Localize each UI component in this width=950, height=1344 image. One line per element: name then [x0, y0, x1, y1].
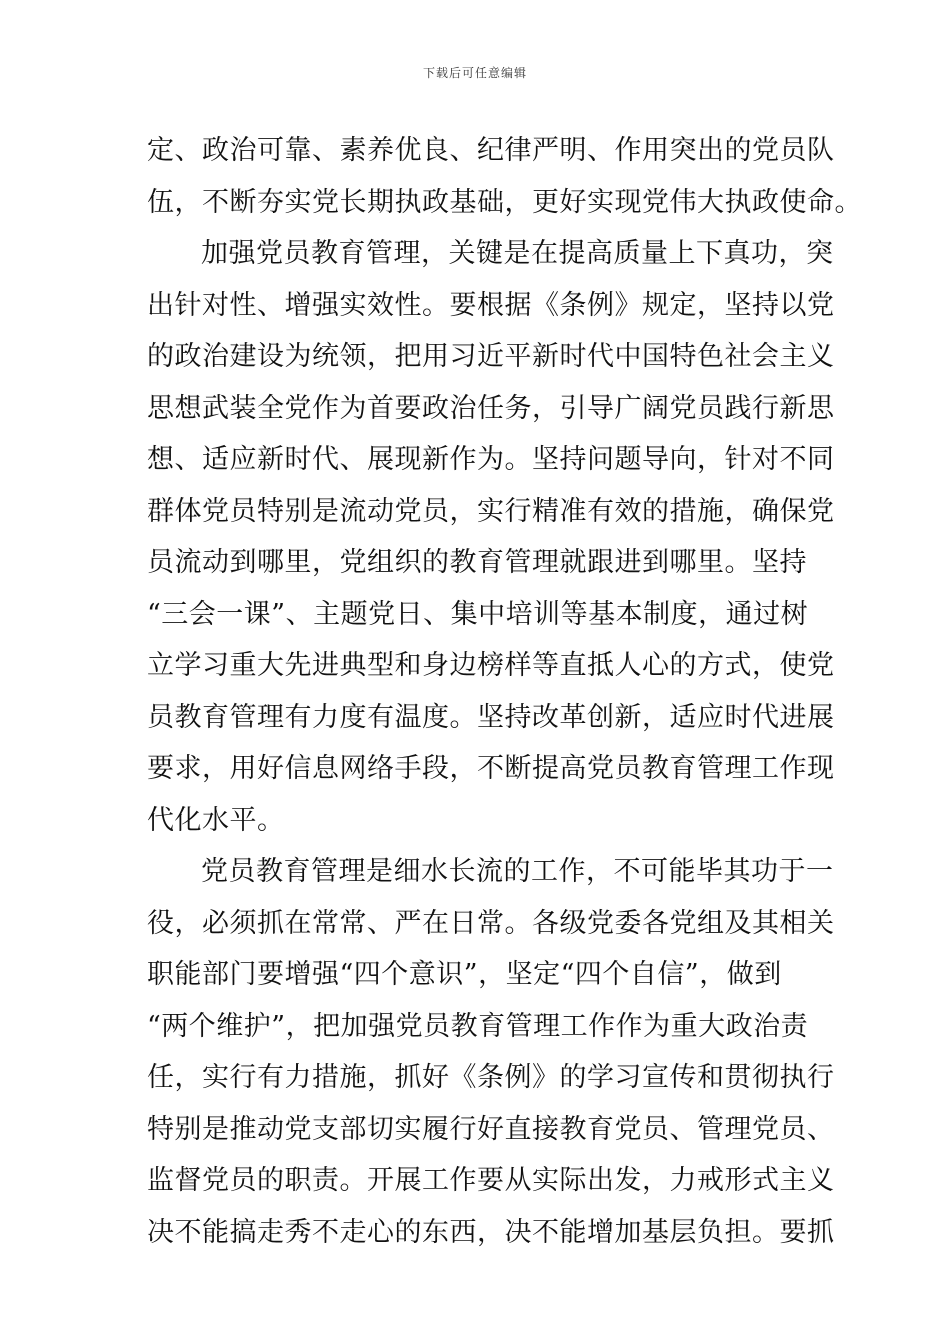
- text-line: “三会一课”、主题党日、集中培训等基本制度，通过树: [147, 598, 809, 630]
- text-line: “两个维护”，把加强党员教育管理工作作为重大政治责: [147, 1010, 809, 1042]
- text-line: 定、政治可靠、素养优良、纪律严明、作用突出的党员队: [147, 135, 835, 166]
- text-line: 的政治建设为统领，把用习近平新时代中国特色社会主义: [147, 341, 835, 372]
- text-line: 特别是推动党支部切实履行好直接教育党员、管理党员、: [147, 1113, 835, 1145]
- text-line: 要求，用好信息网络手段，不断提高党员教育管理工作现: [147, 753, 835, 784]
- text-line: 思想武装全党作为首要政治任务，引导广阔党员践行新思: [147, 392, 835, 424]
- text-line: 伍，不断夯实党长期执政基础，更好实现党伟大执政使命。: [147, 186, 862, 218]
- paragraph-start-line: 党员教育管理是细水长流的工作，不可能毕其功于一: [201, 856, 834, 887]
- text-line: 出针对性、增强实效性。要根据《条例》规定，坚持以党: [147, 289, 835, 321]
- text-line: 监督党员的职责。开展工作要从实际出发，力戒形式主义: [147, 1165, 835, 1196]
- text-line: 任，实行有力措施，抓好《条例》的学习宣传和贯彻执行: [147, 1062, 835, 1093]
- text-line: 立学习重大先进典型和身边榜样等直抵人心的方式，使党: [147, 650, 835, 681]
- text-line: 役，必须抓在常常、严在日常。各级党委各党组及其相关: [147, 907, 835, 939]
- paragraph-start-line: 加强党员教育管理，关键是在提高质量上下真功，突: [201, 238, 834, 269]
- page-header-note: 下载后可任意编辑: [422, 66, 527, 80]
- text-line: 决不能搞走秀不走心的东西，决不能增加基层负担。要抓: [147, 1216, 835, 1248]
- text-line: 想、适应新时代、展现新作为。坚持问题导向，针对不同: [147, 444, 835, 475]
- document-body: [147, 125, 862, 1258]
- text-line: 员教育管理有力度有温度。坚持改革创新，适应时代进展: [147, 701, 835, 733]
- text-line: 员流动到哪里，党组织的教育管理就跟进到哪里。坚持: [147, 547, 807, 578]
- text-line: 群体党员特别是流动党员，实行精准有效的措施，确保党: [147, 495, 835, 527]
- text-line: 职能部门要增强“四个意识”，坚定“四个自信”，做到: [147, 959, 782, 990]
- text-line: 代化水平。: [147, 804, 285, 836]
